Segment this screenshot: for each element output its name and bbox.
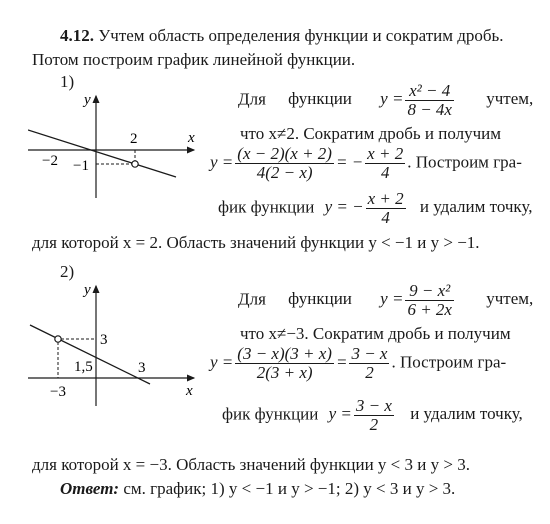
answer-line	[60, 479, 455, 499]
part2-line1: Для функции y = $\frac{\text{9 − x²}}{6 + 2x}$ учтем,	[238, 281, 534, 319]
fraction: $\frac{(3 - x)(3 + x)}{2(3 + x)}$	[237, 344, 332, 382]
problem-intro-line1: 4.12. Учтем область определения функции и сократим дробь.	[60, 26, 504, 45]
problem-intro-line2: Потом построим график линейной функции.	[32, 50, 356, 69]
fraction: $\frac{\text{x² − 4}}{8 - 4x}$	[407, 81, 452, 119]
part1-graph	[28, 90, 203, 200]
part1-line3: y = $\frac{(x - 2)(x + 2)}{4(2 - x)}$ = − $\frac{x + 2}{4}$ . Построим гра-	[210, 144, 522, 182]
function-line	[30, 325, 150, 384]
part2-line2: что x≠−3. Сократим дробь и получим	[240, 324, 511, 343]
fraction: $\frac{3 - x}{2}$	[355, 396, 392, 434]
removed-point	[132, 161, 138, 167]
x-axis-label: x	[188, 130, 195, 146]
part1-line4: фик функции y = − $\frac{x + 2}{4}$ и удалим точку,	[218, 189, 533, 227]
y-axis-label: y	[84, 282, 91, 298]
part2-line4: фик функции y = $\frac{3 - x}{2}$ и удалим точку,	[222, 396, 523, 434]
tick-x-pos: 3	[138, 360, 146, 376]
fraction: $\frac{(x - 2)(x + 2)}{4(2 - x)}$	[237, 144, 332, 182]
part1-label: 1)	[60, 72, 75, 91]
tick-x-neg: −2	[42, 153, 58, 169]
fraction: $\frac{x + 2}{4}$	[367, 144, 404, 182]
fraction: $\frac{\text{9 − x²}}{6 + 2x}$	[407, 281, 452, 319]
tick-y-mid: 1,5	[74, 359, 93, 375]
part2-graph	[28, 280, 203, 410]
tick-y: −1	[73, 158, 89, 174]
answer-text: см. график; 1) y < −1 и y > −1; 2) y < 3 и y > 3.	[123, 479, 456, 498]
fraction: $\frac{x + 2}{4}$	[367, 189, 404, 227]
part2-label: 2)	[60, 262, 75, 281]
part2-line3: y = $\frac{(3 - x)(3 + x)}{2(3 + x)}$ = $\frac{3 - x}{2}$ . Построим гра-	[210, 344, 507, 382]
answer-label: Ответ:	[60, 479, 120, 498]
part2-line5: для которой x = −3. Область значений функции y < 3 и y > 3.	[32, 455, 470, 474]
y-axis-label: y	[84, 92, 91, 108]
removed-point	[55, 336, 61, 342]
fraction: $\frac{3 - x}{2}$	[351, 344, 388, 382]
tick-y-top: 3	[100, 332, 108, 348]
tick-x-pos: 2	[130, 131, 138, 147]
part1-line2: что x≠2. Сократим дробь и получим	[240, 124, 501, 143]
problem-number: 4.12.	[60, 26, 94, 45]
part1-line5: для которой x = 2. Область значений функции y < −1 и y > −1.	[32, 233, 480, 252]
tick-x-neg: −3	[50, 384, 66, 400]
part1-line1: Для функции y = $\frac{\text{x² − 4}}{8 - 4x}$ учтем,	[238, 81, 534, 119]
x-axis-label: x	[186, 383, 193, 399]
